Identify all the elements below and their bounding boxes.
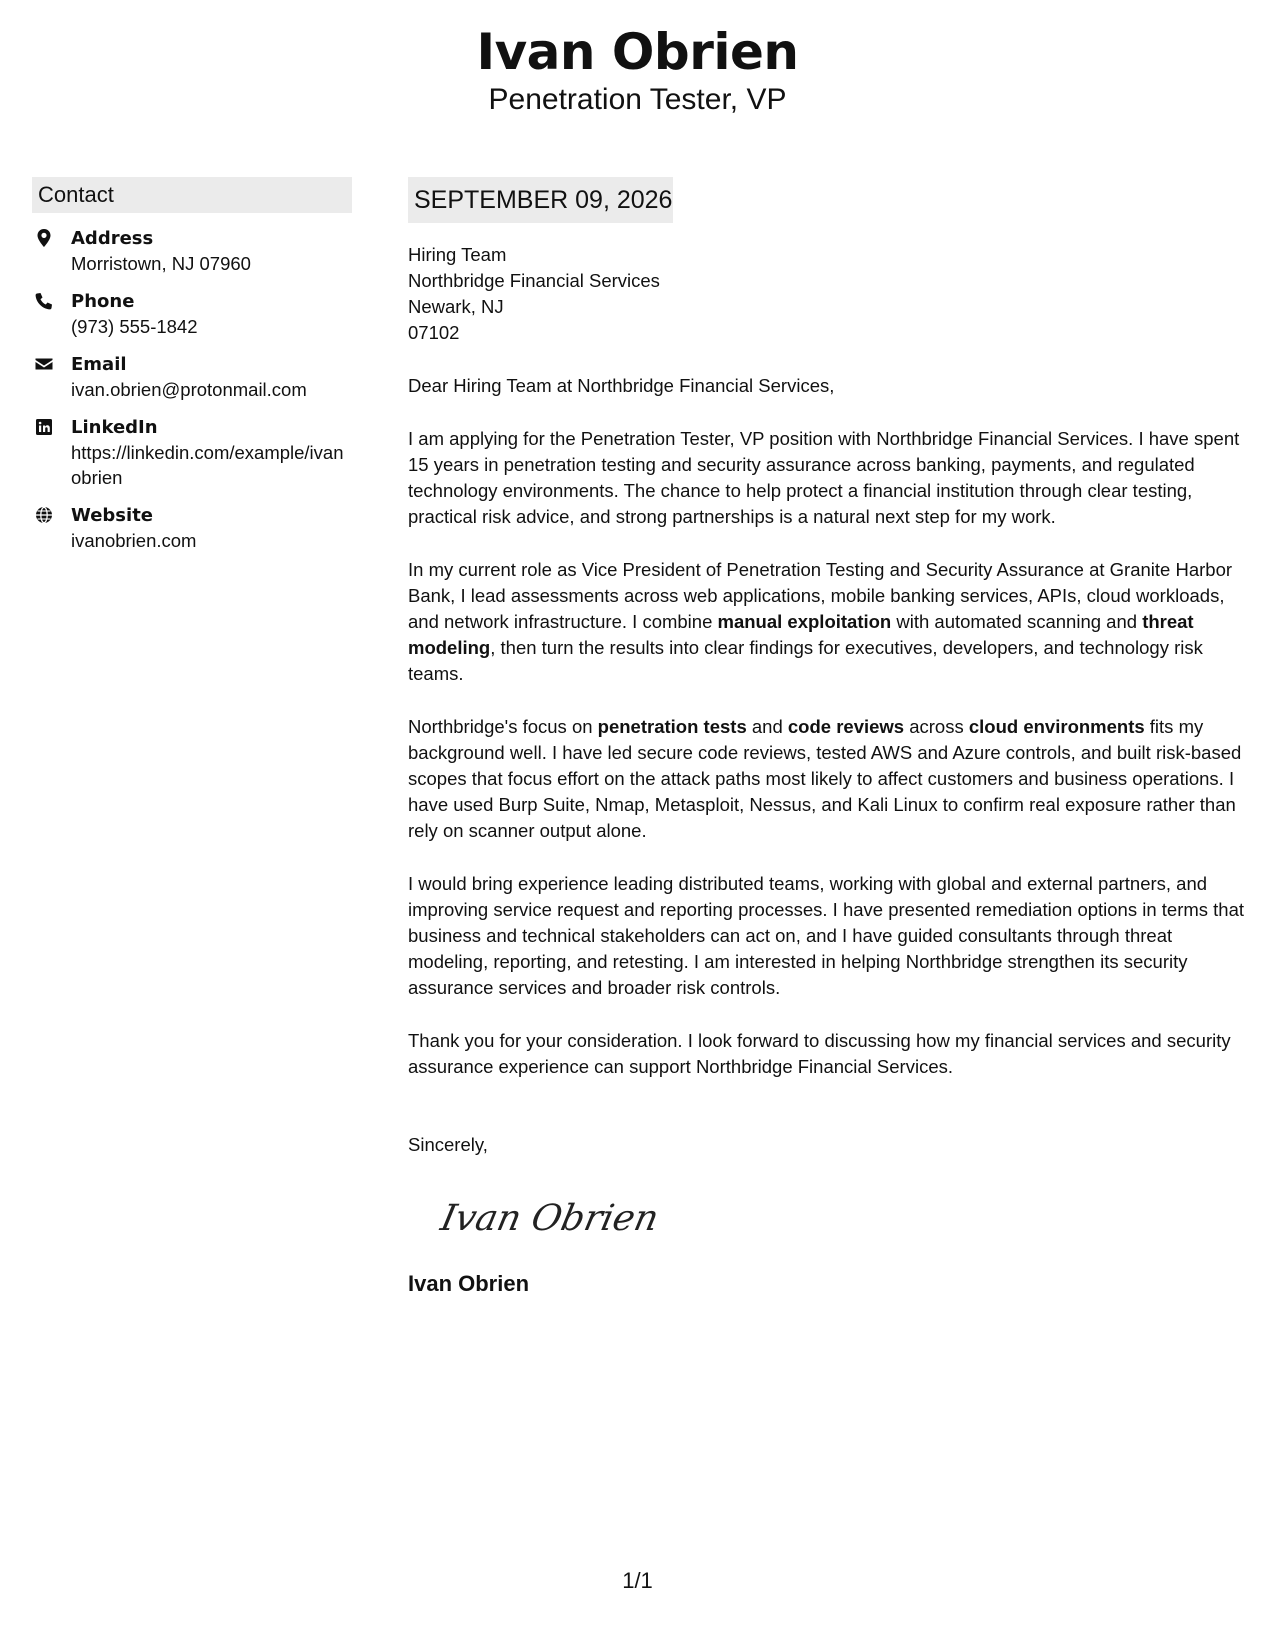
page-number: 1/1	[622, 1568, 653, 1593]
contact-value: ivan.obrien@protonmail.com	[71, 379, 307, 400]
paragraph-fit	[408, 714, 1253, 844]
bold-keyword: code reviews	[787, 716, 905, 737]
contact-label: Email	[71, 354, 127, 375]
text-run: across	[904, 716, 969, 737]
contact-label: Address	[71, 228, 154, 249]
text-run: and	[746, 716, 788, 737]
signed-name: Ivan Obrien	[408, 1271, 530, 1296]
contact-email	[32, 352, 352, 402]
contact-sidebar	[32, 177, 352, 553]
applicant-name: Ivan Obrien	[476, 23, 799, 81]
paragraph-intro: I am applying for the Penetration Tester, VP position with Northbridge Financial Services. I have spent 15 years in penetration testing and security assurance across banking, payments, and regulated technology environments. The chance to help protect a financial institution through clear testing, practical risk advice, and strong partnerships is a natural next step for my work.	[408, 428, 1240, 527]
text-run: fits my background well. I have led secure code reviews, tested AWS and Azure controls, and built risk-based scopes that focus effort on the attack paths most likely to affect customers and business operations. I have used Burp Suite, Nmap, Metasploit, Nessus, and Kali Linux to confirm real exposure rather than rely on scanner output alone.	[408, 716, 1242, 841]
recipient-line: 07102	[408, 322, 460, 343]
contact-linkedin	[32, 415, 352, 490]
phone-icon	[34, 291, 54, 311]
handwritten-signature	[437, 1188, 1253, 1248]
applicant-title: Penetration Tester, VP	[488, 83, 787, 116]
recipient-line: Newark, NJ	[408, 296, 504, 317]
bold-keyword: threat modeling	[408, 611, 1194, 658]
closing: Sincerely,	[408, 1134, 488, 1155]
text-run: , then turn the results into clear findings for executives, developers, and technology risk teams.	[408, 637, 1203, 684]
envelope-icon	[34, 354, 54, 374]
signature-script: Ivan Obrien	[437, 1196, 663, 1239]
letter-date: SEPTEMBER 09, 2026	[408, 177, 673, 223]
bold-keyword: penetration tests	[597, 716, 747, 737]
contact-address	[32, 226, 352, 276]
recipient-line: Northbridge Financial Services	[408, 270, 660, 291]
paragraph-thanks: Thank you for your consideration. I look forward to discussing how my financial services and security assurance experience can support Northbridge Financial Services.	[408, 1030, 1231, 1077]
text-run: with automated scanning and	[891, 611, 1143, 632]
resume-header	[0, 22, 1275, 118]
signature-image	[437, 1188, 663, 1248]
bold-keyword: cloud environments	[968, 716, 1145, 737]
contact-value[interactable]: ivanobrien.com	[71, 530, 197, 551]
linkedin-icon	[34, 417, 54, 437]
text-run: In my current role as Vice President of Penetration Testing and Security Assurance at Granite Harbor Bank, I lead assessments across web applications, mobile banking services, APIs, cloud workloads, and network infrastructure. I combine	[408, 559, 1233, 632]
contact-value: Morristown, NJ 07960	[71, 253, 251, 274]
text-run: Northbridge's focus on	[408, 716, 598, 737]
contact-label: LinkedIn	[71, 417, 158, 438]
contact-value[interactable]: https://linkedin.com/example/ivanobrien	[71, 442, 344, 488]
globe-icon	[34, 505, 54, 525]
paragraph-experience: I would bring experience leading distributed teams, working with global and external partners, and improving service request and reporting processes. I have presented remediation options in terms that business and technical stakeholders can act on, and I have guided consultants through threat modeling, reporting, and retesting. I am interested in helping Northbridge strengthen its security assurance services and broader risk controls.	[408, 873, 1245, 998]
recipient-block	[408, 242, 1253, 346]
contact-value: (973) 555-1842	[71, 316, 198, 337]
contact-heading: Contact	[32, 177, 352, 213]
contact-label: Website	[71, 505, 154, 526]
salutation: Dear Hiring Team at Northbridge Financial Services,	[408, 375, 835, 396]
bold-keyword: manual exploitation	[717, 611, 892, 632]
contact-website	[32, 503, 352, 553]
map-pin-icon	[34, 228, 54, 248]
contact-phone	[32, 289, 352, 339]
contact-label: Phone	[71, 291, 135, 312]
cover-letter-body	[408, 177, 1253, 1298]
recipient-line: Hiring Team	[408, 244, 507, 265]
paragraph-current-role	[408, 557, 1253, 687]
